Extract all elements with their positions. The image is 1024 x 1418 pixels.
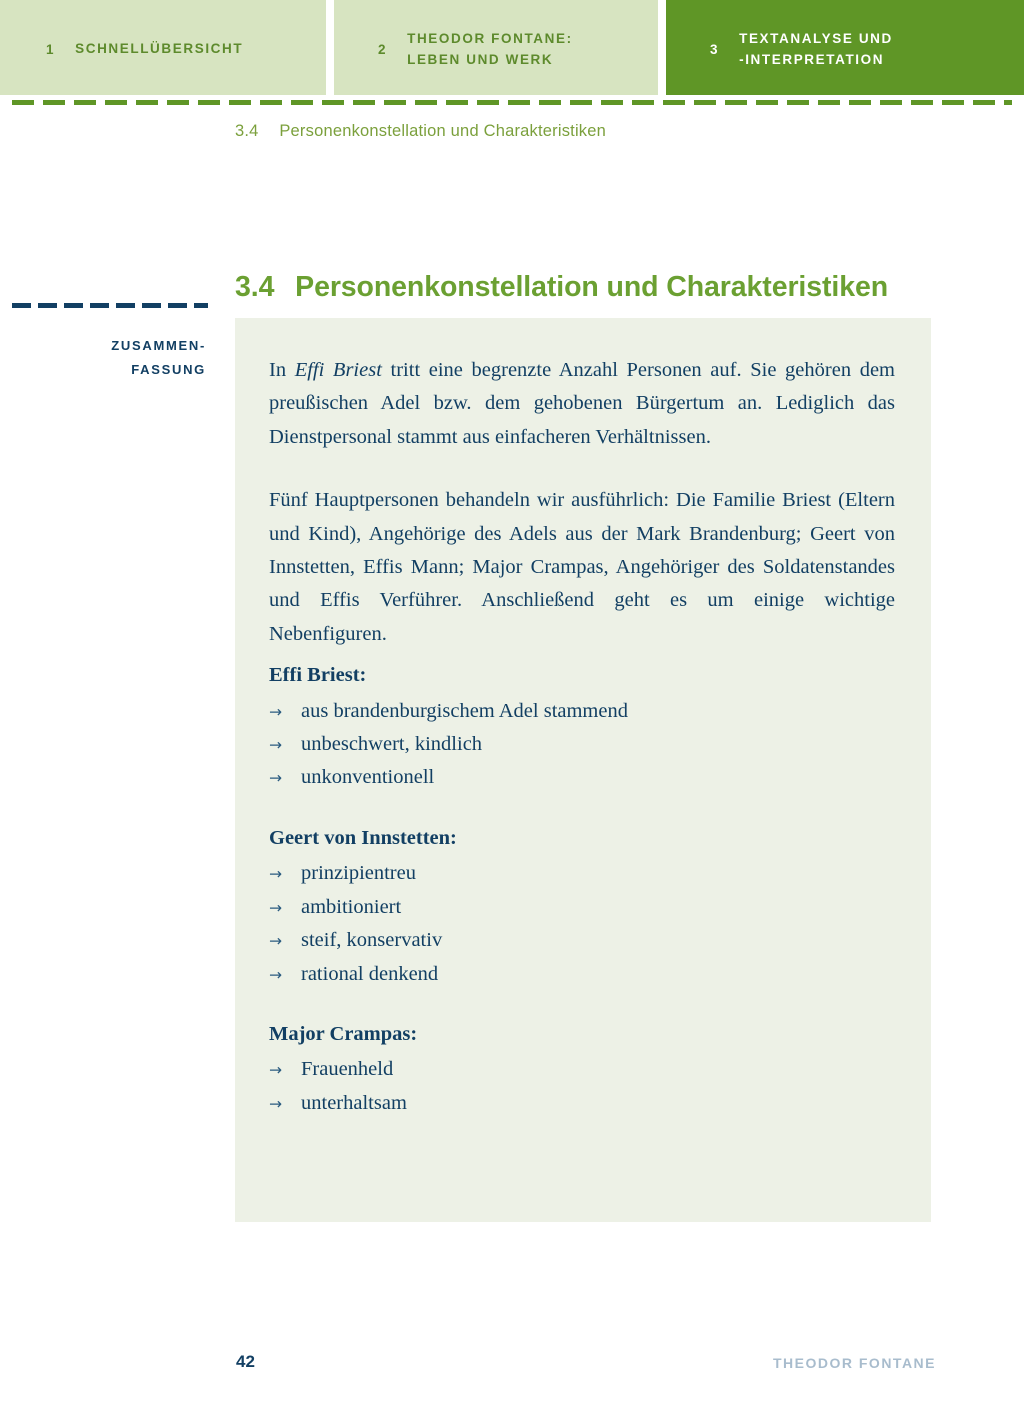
section-number: 3.4 — [235, 271, 275, 304]
list-item — [269, 891, 895, 924]
trait-list — [269, 1053, 895, 1120]
page-number: 42 — [236, 1352, 255, 1371]
chapter-tabbar — [0, 0, 1024, 95]
character-name: Effi Briest: — [269, 664, 367, 687]
tab-divider — [326, 0, 334, 95]
list-item — [269, 1053, 895, 1086]
list-item — [269, 857, 895, 890]
arrow-right-icon: → — [269, 932, 282, 951]
arrow-right-icon: → — [269, 898, 282, 917]
arrow-right-icon: → — [269, 865, 282, 884]
tab-schnelluebersicht[interactable] — [0, 0, 326, 95]
arrow-right-icon: → — [269, 702, 282, 721]
tab-number: 1 — [46, 42, 56, 57]
breadcrumb-number: 3.4 — [235, 122, 259, 140]
arrow-right-icon: → — [269, 965, 282, 984]
trait-text: unbeschwert, kindlich — [301, 733, 483, 756]
header-dashed-rule — [12, 100, 1012, 105]
trait-list — [269, 857, 895, 991]
summary-paragraph-2: Fünf Hauptpersonen behandeln wir ausführlich: Die Familie Briest (Eltern und Kind), Angehörige des Adels aus der Mark Brandenburg; Geert von Innstetten, Effis Mann; Major Crampas, Angehöriger des Soldatenstandes und Effis Verführer. Anschließend geht es um einige wichtige Nebenfiguren. — [269, 489, 895, 645]
tab-divider — [658, 0, 666, 95]
trait-text: Frauenheld — [301, 1058, 394, 1081]
footer-book-title: THEODOR FONTANE — [772, 1355, 936, 1371]
trait-text: unkonventionell — [301, 766, 435, 789]
arrow-right-icon: → — [269, 736, 282, 755]
arrow-right-icon: → — [269, 769, 282, 788]
tab-number: 3 — [710, 42, 720, 57]
character-group-major-crampas — [269, 1018, 895, 1120]
list-item — [269, 1087, 895, 1120]
paragraph-1-rest: tritt eine begrenzte Anzahl Personen auf. Sie gehören dem preußischen Adel bzw. dem gehobenen Bürgertum an. Lediglich das Dienstpersonal stammt aus einfacheren Verhältnissen. — [269, 359, 895, 448]
margin-note — [12, 303, 208, 382]
character-group-geert-von-innstetten — [269, 822, 895, 991]
tab-label: TEXTANALYSE UND -INTERPRETATION — [739, 30, 893, 67]
trait-text: aus brandenburgischem Adel stammend — [301, 699, 628, 722]
margin-note-label: ZUSAMMEN- FASSUNG — [111, 338, 206, 378]
tab-number: 2 — [378, 42, 388, 57]
tab-label: SCHNELLÜBERSICHT — [75, 41, 244, 57]
arrow-right-icon: → — [269, 1061, 282, 1080]
margin-dashed-rule — [12, 303, 208, 308]
character-name: Geert von Innstetten: — [269, 826, 457, 849]
breadcrumb — [235, 122, 606, 141]
summary-box — [235, 318, 931, 1222]
trait-text: prinzipientreu — [301, 862, 416, 885]
paragraph-1-lead: In — [269, 359, 295, 381]
page-title — [235, 271, 888, 304]
character-group-effi-briest — [269, 659, 895, 795]
list-item — [269, 728, 895, 761]
list-item — [269, 924, 895, 957]
list-item — [269, 958, 895, 991]
tab-label: THEODOR FONTANE: LEBEN UND WERK — [407, 30, 573, 67]
trait-text: rational denkend — [301, 962, 439, 985]
trait-text: ambitioniert — [301, 895, 402, 918]
list-item — [269, 695, 895, 728]
arrow-right-icon: → — [269, 1094, 282, 1113]
character-name: Major Crampas: — [269, 1022, 418, 1045]
section-title: Personenkonstellation und Charakteristiken — [295, 271, 889, 304]
tab-textanalyse-und-interpretation[interactable] — [666, 0, 1024, 95]
tab-theodor-fontane-leben-und-werk[interactable] — [334, 0, 658, 95]
list-item — [269, 761, 895, 794]
breadcrumb-label: Personenkonstellation und Charakteristiken — [279, 122, 607, 140]
work-title-effi-briest: Effi Briest — [294, 359, 382, 381]
summary-paragraph-1 — [269, 354, 895, 454]
trait-list — [269, 695, 895, 795]
trait-text: unterhaltsam — [301, 1091, 407, 1114]
trait-text: steif, konservativ — [301, 929, 443, 952]
